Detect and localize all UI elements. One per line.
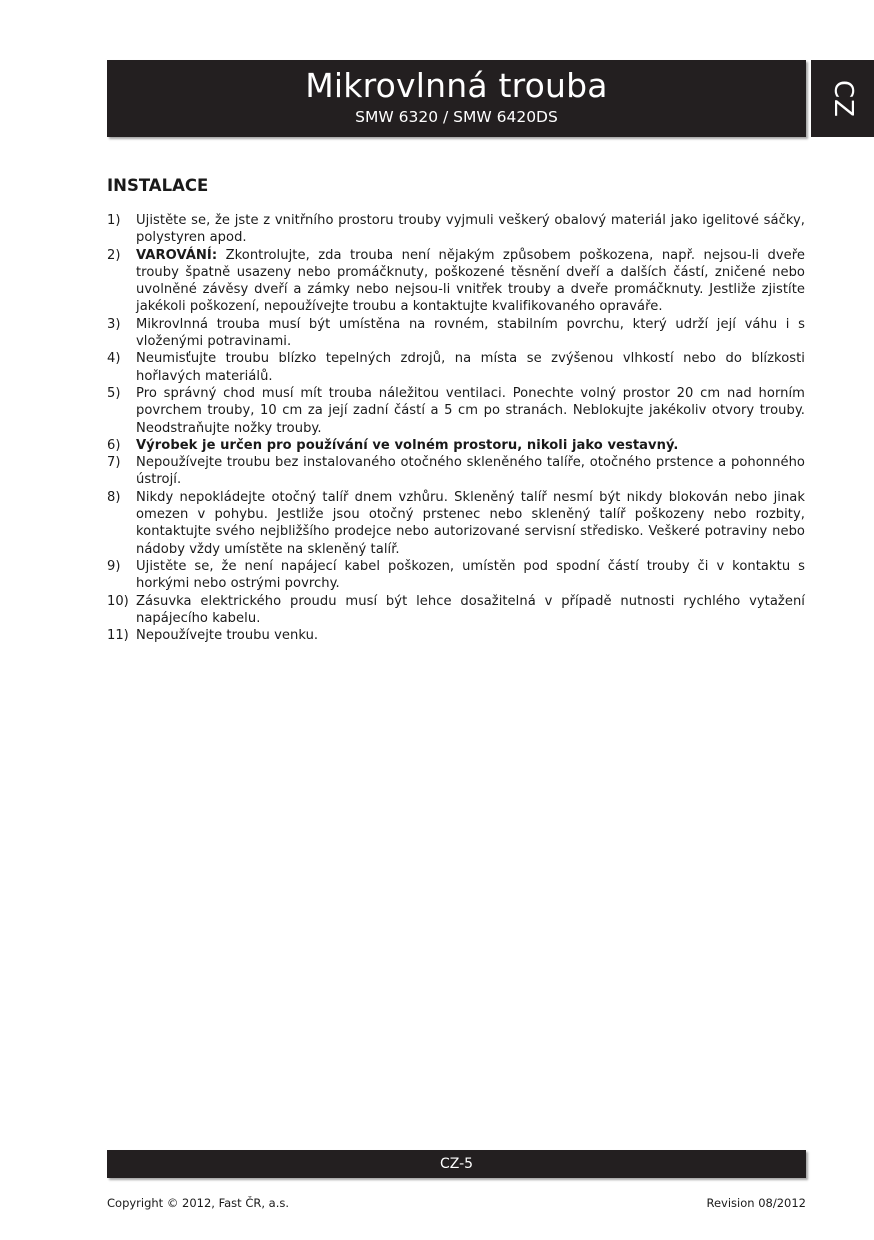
list-item	[107, 350, 805, 385]
list-item	[107, 212, 805, 247]
step-text: Mikrovlnná trouba musí být umístěna na rovném, stabilním povrchu, který udrží její váhu i s vloženými potravinami.	[136, 316, 805, 350]
step-text: Neumisťujte troubu blízko tepelných zdrojů, na místa se zvýšenou vlhkostí nebo do blízkosti hořlavých materiálů.	[136, 351, 805, 384]
list-item	[107, 385, 805, 437]
installation-steps	[107, 212, 805, 644]
list-item	[107, 316, 805, 351]
step-number: 8)	[107, 489, 121, 505]
step-text: VAROVÁNÍ: Zkontrolujte, zda trouba není nějakým způsobem poškozena, např. nejsou-li dveře trouby špatně usazeny nebo promáčknuty, poškozené těsnění dveří a dalších částí, zničené nebo uvolněné závěsy dveří a zámky nebo nejsou-li vnitřek trouby a dveře promáčknuty. Jestliže zjistíte jakékoli poškození, nepoužívejte troubu a kontaktujte kvalifikovaného opraváře.	[136, 247, 805, 315]
language-tab-label: CZ	[827, 79, 858, 118]
list-item	[107, 247, 805, 316]
page-number: CZ-5	[439, 1156, 474, 1172]
step-number: 2)	[107, 247, 121, 263]
step-number: 9)	[107, 558, 121, 574]
footer-bar	[107, 1150, 806, 1178]
step-text: Zásuvka elektrického proudu musí být lehce dosažitelná v případě nutnosti rychlého vytažení napájecího kabelu.	[136, 593, 805, 626]
list-item	[107, 593, 805, 628]
step-number: 7)	[107, 455, 121, 471]
revision-text: Revision 08/2012	[706, 1196, 806, 1210]
copyright-text: Copyright © 2012, Fast ČR, a.s.	[107, 1196, 290, 1210]
step-text: Pro správný chod musí mít trouba náležitou ventilaci. Ponechte volný prostor 20 cm nad horním povrchem trouby, 10 cm za její zadní částí a 5 cm po stranách. Neblokujte jakékoliv otvory trouby. Neodstraňujte nožky trouby.	[136, 385, 805, 436]
step-text: Nepoužívejte troubu venku.	[136, 628, 319, 644]
step-text: Ujistěte se, že není napájecí kabel poškozen, umístěn pod spodní částí trouby či v kontaktu s horkými nebo ostrými povrchy.	[136, 558, 805, 592]
step-number: 10)	[107, 593, 129, 609]
list-item	[107, 437, 805, 454]
step-text: Výrobek je určen pro používání ve volném prostoru, nikoli jako vestavný.	[136, 437, 679, 453]
page-title: Mikrovlnná trouba	[305, 66, 608, 105]
step-number: 4)	[107, 351, 121, 367]
list-item	[107, 489, 805, 558]
section-heading: INSTALACE	[107, 176, 209, 195]
list-item	[107, 627, 805, 644]
step-text: Nikdy nepokládejte otočný talíř dnem vzhůru. Skleněný talíř nesmí být nikdy blokován nebo jinak omezen v pohybu. Jestliže jsou otočný prstenec nebo skleněný talíř poškozeny nebo rozbity, kontaktujte svého nejbližšího prodejce nebo autorizované servisní středisko. Veškeré potraviny nebo nádoby vždy umístěte na skleněný talíř.	[136, 489, 805, 557]
list-item	[107, 558, 805, 593]
list-item	[107, 454, 805, 489]
model-subtitle: SMW 6320 / SMW 6420DS	[355, 108, 558, 126]
step-number: 6)	[107, 437, 121, 453]
header-bar	[107, 60, 806, 137]
step-number: 11)	[107, 628, 129, 644]
step-text: Nepoužívejte troubu bez instalovaného otočného skleněného talíře, otočného prstence a pohonného ústrojí.	[136, 455, 805, 488]
warning-label: VAROVÁNÍ:	[136, 247, 218, 263]
step-number: 5)	[107, 385, 121, 401]
language-tab	[811, 60, 874, 137]
step-number: 1)	[107, 213, 121, 228]
step-number: 3)	[107, 316, 121, 332]
step-text: Ujistěte se, že jste z vnitřního prostoru trouby vyjmuli veškerý obalový materiál jako igelitové sáčky, polystyren apod.	[136, 213, 805, 246]
